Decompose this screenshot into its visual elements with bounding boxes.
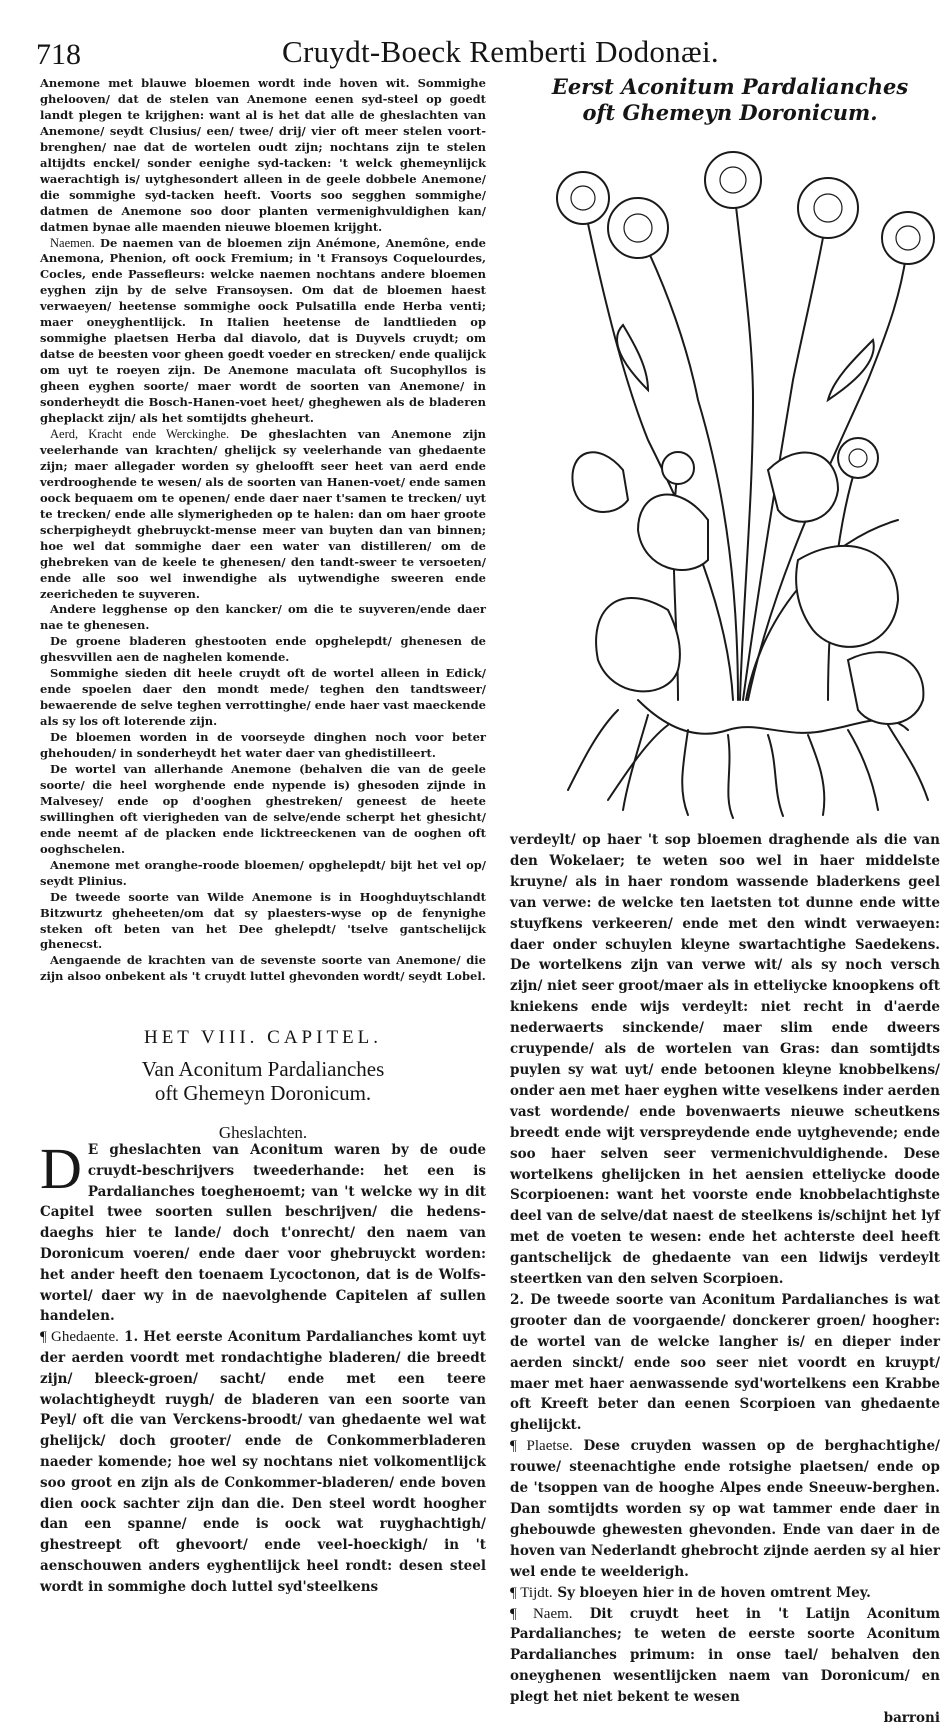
section-kicker: ¶ Plaetse. [510, 1438, 573, 1455]
paragraph: Aerd, Kracht ende Werckinghe. De gheslachten van Anemone zijn veelerhande van krachten/ ghelijck sy veelerhande van ghedaente zijn; maer allegader worden sy gheloofft seer heet van aerd ende verdrooghende te wesen/ als de soorten van Hanen-voet/ ende samen oock bequaem om te openen/ ende daer naer t'samen te trecken/ uyt te trecken/ ende alle slymerigheden op te halen: dan om haer groote scherpigheydt ghebruyckt-mense meer van buyten dan van binnen; hoe wel dat sommighe daer een water van distilleren/ om de ghebreken van de keele te ghenesen/ den tandt-sweer te versoeten/ ende alle soo wel inwendighe als uytwendighe sweeren ende zeericheden te suyveren. [40, 426, 486, 601]
paragraph: Anemone met blauwe bloemen wordt inde hoven wit. Sommighe ghelooven/ dat de stelen van Anemone eenen syd-steel op goedt landt plegen te krijghen: want al is het dat alle de gheslachten van Anemone/ seydt Clusius/ een/ twee/ drij/ vier oft meer stelen voort-brenghen/ nae dat de wortelen oudt zijn; nochtans zijn te stelen altijdts enckel/ sonder eenighe syd-tacken: 't welck ghemeynlijck waerachtigh is/ uytghesondert alleen in de geele dobbele Anemone/ die sommighe syd-tacken heeft. Voorts soo segghen sommighe/ datmen de Anemone soo door planten vermenighvuldighen kan/ datmen bynae alle maenden nieuwe bloemen krijght. [40, 76, 486, 234]
paragraph: ¶ Plaetse. Dese cruyden wassen op de berghachtighe/ rouwe/ steenachtighe ende rotsighe plaetsen/ ende op de 'tsoppen van de hooghe Alpes ende Sneeuw-berghen. Dan somtijdts worden sy op wat tammer ende daer in ghebouwde ghewesten ghevonden. Ende van daer in de hoven van Nederlandt ghebrocht zijnde aerden sy al hier wel ende te weelderigh. [510, 1438, 940, 1580]
paragraph: Aengaende de krachten van de sevenste soorte van Anemone/ die zijn alsoo onbekent als 't cruydt luttel ghevonden wordt/ seydt Lobel. [40, 953, 486, 984]
section-label: Gheslachten. [218, 1123, 308, 1142]
paragraph: ¶ Tijdt. Sy bloeyen hier in de hoven omtrent Mey. [510, 1584, 871, 1601]
paragraph: 2. De tweede soorte van Aconitum Pardalianches is wat grooter dan de voorgaende/ donckerer groen/ hoogher: de wortel van de welcke langher is/ en dieper inder aerden sinckt/ ende soo seer niet voordt en kruypt/ maer met haer aenwassende syd'wortelkens een Krabbe oft Kreeft beter dan eenen Scorpioen van ghedaente ghelijckt. [510, 1291, 940, 1434]
section-kicker: ¶ Naem. [510, 1605, 573, 1622]
paragraph: De groene bladeren ghestooten ende opghelepdt/ ghenesen de ghesvvillen aen de naghelen komende. [40, 634, 486, 665]
paragraph: Anemone met oranghe-roode bloemen/ opghelepdt/ bijt het vel op/ seydt Plinius. [40, 857, 486, 888]
chapter-heading-block [40, 1027, 486, 1143]
chapter-title: Van Aconitum Pardalianches oft Ghemeyn Doronicum. [141, 1057, 385, 1105]
chapter-number: HET VIII. CAPITEL. [143, 1027, 383, 1048]
paragraph: ¶ Ghedaente. 1. Het eerste Aconitum Pardalianches komt uyt der aerden voordt met rondachtighe bladeren/ die breedt zijn/ bleeck-groen/ sacht/ ende met een teere wolachtigheydt ruygh/ de bladeren van een soorte van Peyl/ oft die van Verckens-broodt/ van ghedaente wel wat ghelijck/ doch grooter/ ende de Conkommerbladeren naeder komende; hoe wel sy nochtans niet volkomentlijck soo groot en zijn als de Conkommer-bladeren/ ende boven dien oock sachter zijn dan die. Den steel wordt hoogher dan een spanne/ ende is oock wat ruyghachtigh/ ghestreept oft ghevoort/ ende veel-hoeckigh/ in 't aenschouwen anders eyghentlijck heel rondt: desen steel wordt in sommighe doch luttel syd'steelkens [40, 1329, 486, 1595]
section-kicker: Naemen. [50, 235, 95, 250]
plant-woodcut-illustration [528, 140, 938, 820]
intro-paragraph: D E gheslachten van Aconitum waren by de oude cruydt-beschrijvers tweederhande: het een is Pardalianches toegheноemt; van 't welcke wy in dit Capitel twee soorten sullen beschrijven/ die hedens-daeghs hier te lande/ doch t'onrecht/ den naem van Doronicum voeren/ ende daer voor ghebruyckt worden: het ander heeft den toenaem Lycoctonon, dat is de Wolfs-wortel/ daer wy in de naevolghende Capitelen af sullen handelen. [40, 1136, 486, 1325]
paragraph: ¶ Naem. Dit cruydt heet in 't Latijn Aconitum Pardalianches; te weten de eerste soorte Aconitum Pardalianches primum: in onse tael/ behalven den oneyghenen wesentlijcken naem van Doronicum/ en plegt het niet bekent te wesen [510, 1605, 941, 1706]
right-column-text [510, 830, 940, 1729]
paragraph: Naemen. De naemen van de bloemen zijn Anémone, Anemône, ende Anemona, Phenion, oft oock Fremium; in 't Fransoys Coquelourdes, Cocles, ende Passefleurs: welcke naemen nochtans andere bloemen eyghen zijn by de selve Fransoysen. Om dat de bloemen haest verwaeyen/ heetense sommighe oock Pulsatilla ende Herba venti; maer oneyghentlijck. In Italien heetense de landtlieden op sommighe plaetsen Herba dal diavolo, dat is Duyvels cruydt; om datse de beesten voor gheen goedt voeder en strecken/ ende qualijck om uyt te roeyen zijn. De Anemone maculata oft Sucophyllos is gheen eyghen soorte/ maer wordt de soorten van Anemone/ in sonderheydt die Bosch-Hanen-voet heet/ gheghewen als de bladeren gheplackt zijn/ als het somtijdts gheheurt. [40, 235, 486, 426]
section-kicker: ¶ Ghedaente. [40, 1329, 119, 1346]
paragraph: verdeylt/ op haer 't sop bloemen draghende als die van den Wokelaer; te weten soo wel in haer middelste kruyne/ als in haer rondom wassende bladerkens geel van verwe: de welcke ten laetsten tot dunne ende witte stuyfkens verkeeren/ ende met den windt verwaeyen: daer onder schuylen kleyne swartachtighe Saedekens. De wortelkens zijn van verwe wit/ als sy noch versch zijn/ niet seer groot/maer als in etteliycke knoopkens oft kniekens ende wijs verdeylt: niet recht in d'aerde nederwaerts sinckende/ maer slim ende dweers cruypende/ als de wortelen van Gras: dan somtijdts puylen sy wat uyt/ ende betoonen kleyne knobbelkens/ onder aen met haer eyghen witte veselkens inder aerden vast wordende/ ende bovenwaerts nieuwe scheutkens breedt ende wijt verspreydende ende uytghevende; ende soo haer selven seer vermenichvuldighende. Dese wortelkens ghelijcken in het aensien etteliycke doode Scorpioenen: want het voorste ende knobbelachtighste deel van de selve/dat naest de steelkens is/schijnt het lyf met de voeten te wesen: ende het achterste deel heeft gantschelijck de ghedaente van een lidwijs verdeylt steertken van den selven Scorpioen. [510, 832, 940, 1288]
section-kicker: ¶ Tijdt. [510, 1584, 553, 1601]
catchword: barroni [883, 1710, 940, 1727]
paragraph: Sommighe sieden dit heele cruydt oft de wortel alleen in Edick/ ende spoelen daer den mondt mede/ teghen den tandtsweer/ bewaerende de selve teghen verrottinghe/ ende haer vast maeckende als sy los oft loterende zijn. [40, 666, 486, 729]
left-column-lower-text [40, 1136, 486, 1598]
paragraph: Andere legghense op den kancker/ om die te suyveren/ende daer nae te ghenesen. [40, 602, 486, 633]
paragraph: De bloemen worden in de voorseyde dinghen noch voor beter ghehouden/ in sonderheydt het water daer van ghedistilleert. [40, 730, 486, 761]
figure-caption: Eerst Aconitum Pardalianches oft Ghemeyn Doronicum. [551, 74, 909, 125]
drop-cap: D [40, 1136, 82, 1201]
left-column-text [40, 76, 486, 985]
paragraph: De tweede soorte van Wilde Anemone is in Hooghduytschlandt Bitzwurtz gheheeten/om dat sy plaesters-wyse op de fenynighe steken oft beten van het Dee ghelepdt/ 'tselve gantschelijck ghenecst. [40, 889, 486, 952]
running-title: Cruydt-Boeck Remberti Dodonæi. [282, 34, 719, 69]
paragraph: De wortel van allerhande Anemone (behalven die van de geele soorte/ die heel worghende ende nypende is) ghesoden zijnde in Malvesey/ ende op d'ooghen ghestreken/ geneest de heete swillinghen oft vierigheden van de selve/ende scherpt het ghesicht/ ende neemt af de placken ende licktreeckenen van de ooghen oft ooghschelen. [40, 761, 486, 856]
page-number: 718 [36, 38, 81, 71]
section-kicker: Aerd, Kracht ende Werckinghe. [50, 426, 230, 441]
